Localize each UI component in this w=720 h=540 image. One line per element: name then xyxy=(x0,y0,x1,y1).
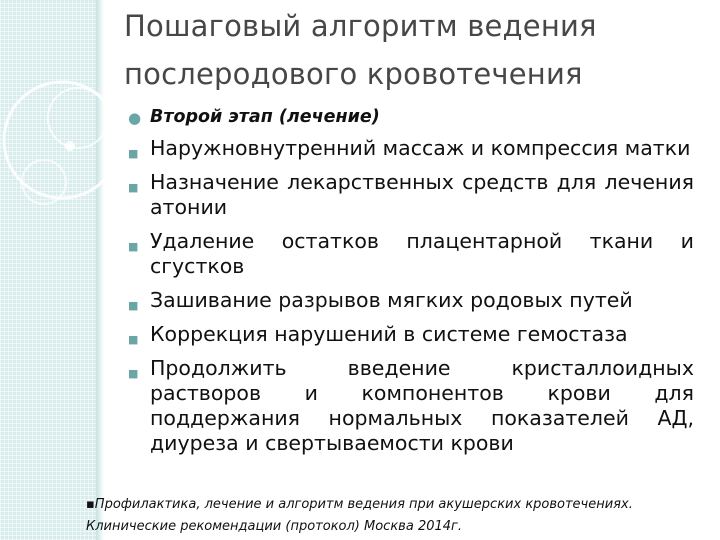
step-text: Наружновнутренний массаж и компрессия матки xyxy=(150,136,691,160)
circle-bullet-icon: ● xyxy=(128,109,142,127)
title-line-1: Пошаговый алгоритм ведения xyxy=(124,9,597,43)
list-item xyxy=(128,170,694,220)
square-bullet-icon: ■ xyxy=(128,181,139,194)
footnote-line-2: Клинические рекомендации (протокол) Москва 2014г. xyxy=(86,519,462,534)
footnote-line-1: ▪Профилактика, лечение и алгоритм ведения при акушерских кровотечениях. xyxy=(86,497,633,512)
title-line-2: послеродового кровотечения xyxy=(124,57,583,91)
square-bullet-icon: ■ xyxy=(128,367,139,380)
stage-heading xyxy=(128,104,694,130)
footnote xyxy=(86,494,711,538)
stage-label: Второй этап (лечение) xyxy=(150,107,380,127)
square-bullet-icon: ■ xyxy=(128,299,139,312)
square-bullet-icon: ■ xyxy=(128,147,139,160)
square-bullet-icon: ■ xyxy=(128,240,139,253)
slide-title xyxy=(124,2,714,98)
list-item xyxy=(128,356,694,456)
step-text: Зашивание разрывов мягких родовых путей xyxy=(150,288,633,312)
list-item xyxy=(128,229,694,279)
step-text: Назначение лекарственных средств для лечения атонии xyxy=(150,170,694,219)
square-bullet-icon: ■ xyxy=(128,333,139,346)
list-item xyxy=(128,136,694,161)
step-text: Коррекция нарушений в системе гемостаза xyxy=(150,322,628,346)
step-text: Продолжить введение кристаллоидных растворов и компонентов крови для поддержания нормальных показателей АД, диуреза и свертываемости крови xyxy=(150,356,694,455)
list-item xyxy=(128,288,694,313)
content-list xyxy=(128,104,694,465)
step-text: Удаление остатков плацентарной ткани и сгустков xyxy=(150,229,694,278)
list-item xyxy=(128,322,694,347)
